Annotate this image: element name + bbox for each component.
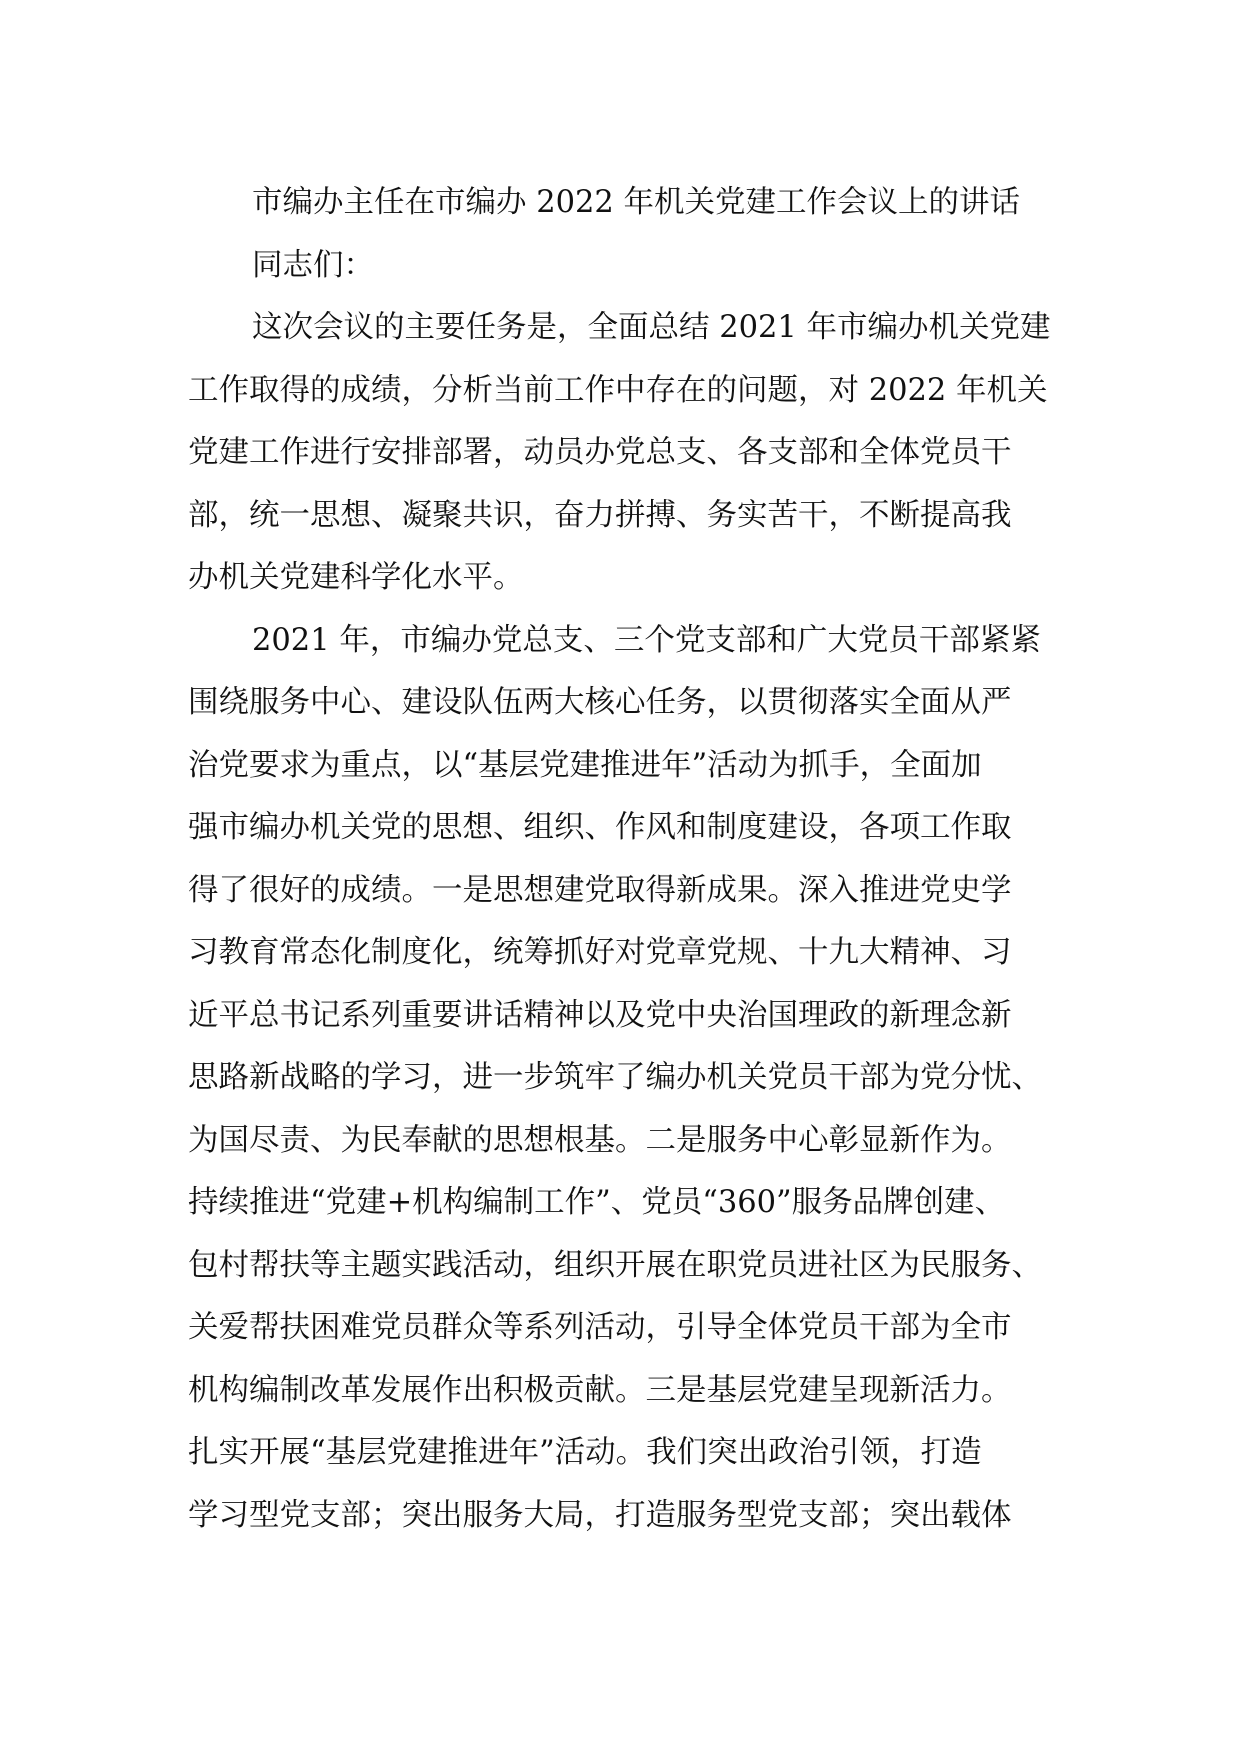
paragraph-line: 为国尽责、为民奉献的思想根基。二是服务中心彰显新作为。 <box>188 1122 1012 1158</box>
paragraph-line: 关爱帮扶困难党员群众等系列活动，引导全体党员干部为全市 <box>188 1310 1012 1345</box>
paragraph-line: 围绕服务中心、建设队伍两大核心任务，以贯彻落实全面从严 <box>188 685 1012 720</box>
paragraph-line: 强市编办机关党的思想、组织、作风和制度建设，各项工作取 <box>188 810 1012 845</box>
paragraph-line: 习教育常态化制度化，统筹抓好对党章党规、十九大精神、习 <box>188 935 1012 970</box>
paragraph-line: 近平总书记系列重要讲话精神以及党中央治国理政的新理念新 <box>188 997 1012 1033</box>
paragraph-line: 这次会议的主要任务是，全面总结 2021 年市编办机关党建 <box>252 310 1051 345</box>
paragraph-line: 持续推进“党建+机构编制工作”、党员“360”服务品牌创建、 <box>188 1185 1006 1220</box>
paragraph-line: 办机关党建科学化水平。 <box>188 560 524 595</box>
paragraph-line: 治党要求为重点，以“基层党建推进年”活动为抓手，全面加 <box>188 747 982 783</box>
paragraph-line: 得了很好的成绩。一是思想建党取得新成果。深入推进党史学 <box>188 872 1012 908</box>
paragraph-line: 学习型党支部；突出服务大局，打造服务型党支部；突出载体 <box>188 1497 1012 1533</box>
document-title: 市编办主任在市编办 2022 年机关党建工作会议上的讲话 <box>252 185 1021 220</box>
paragraph-line: 2021 年，市编办党总支、三个党支部和广大党员干部紧紧 <box>252 622 1041 658</box>
paragraph-line: 包村帮扶等主题实践活动，组织开展在职党员进社区为民服务、 <box>188 1247 1042 1283</box>
salutation: 同志们： <box>252 247 374 283</box>
paragraph-2 <box>188 610 1068 1548</box>
paragraph-line: 思路新战略的学习，进一步筑牢了编办机关党员干部为党分忧、 <box>188 1060 1042 1095</box>
paragraph-1 <box>188 297 1068 610</box>
paragraph-line: 机构编制改革发展作出积极贡献。三是基层党建呈现新活力。 <box>188 1372 1012 1408</box>
paragraph-line: 党建工作进行安排部署，动员办党总支、各支部和全体党员干 <box>188 435 1012 470</box>
paragraph-line: 扎实开展“基层党建推进年”活动。我们突出政治引领，打造 <box>188 1435 982 1470</box>
document-body <box>188 172 1068 1547</box>
paragraph-line: 部，统一思想、凝聚共识，奋力拼搏、务实苦干，不断提高我 <box>188 497 1012 533</box>
paragraph-line: 工作取得的成绩，分析当前工作中存在的问题，对 2022 年机关 <box>188 372 1048 408</box>
